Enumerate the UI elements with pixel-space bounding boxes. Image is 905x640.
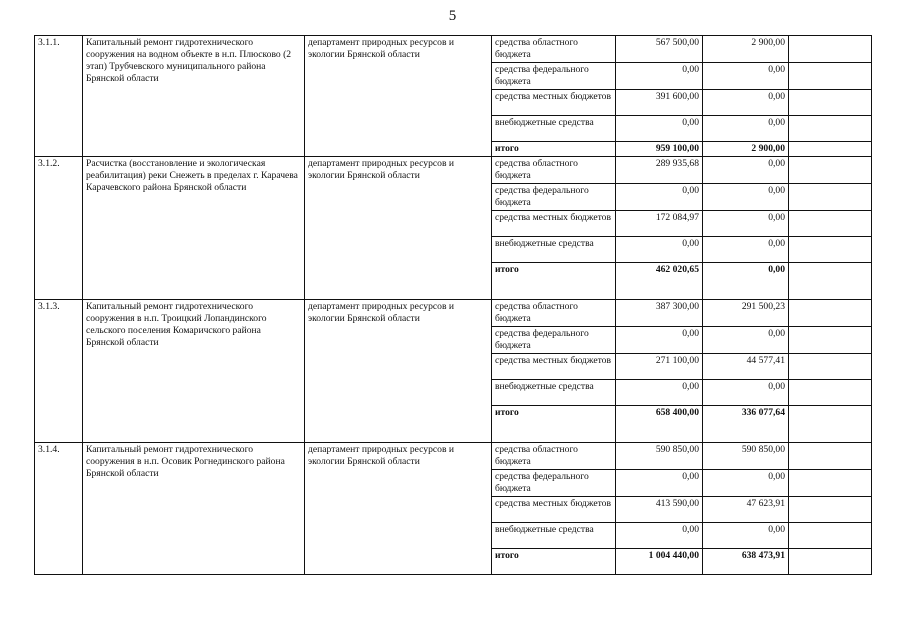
funding-source-label: средства федерального бюджета [492, 63, 616, 90]
funding-source-label: внебюджетные средства [492, 237, 616, 263]
item-name: Капитальный ремонт гидротехнического сооружения на водном объекте в н.п. Плюсково (2 этап) Трубчевского муниципального района Брянской области [83, 36, 305, 157]
amount-cell: 567 500,00 [616, 36, 703, 63]
amount-cell: 2 900,00 [703, 142, 789, 157]
amount-cell: 387 300,00 [616, 300, 703, 327]
amount-cell: 291 500,23 [703, 300, 789, 327]
item-name: Расчистка (восстановление и экологическая реабилитация) реки Снежеть в пределах г. Карачева Карачевского района Брянской области [83, 157, 305, 300]
funding-source-label: средства местных бюджетов [492, 90, 616, 116]
total-label: итого [492, 549, 616, 575]
item-executor: департамент природных ресурсов и экологии Брянской области [305, 36, 492, 157]
amount-cell: 0,00 [616, 116, 703, 142]
amount-cell: 590 850,00 [616, 443, 703, 470]
table-row [35, 300, 872, 327]
empty-cell [789, 237, 872, 263]
item-executor: департамент природных ресурсов и экологии Брянской области [305, 443, 492, 575]
item-code: 3.1.1. [35, 36, 83, 157]
amount-cell: 336 077,64 [703, 406, 789, 443]
empty-cell [789, 211, 872, 237]
amount-cell: 0,00 [703, 211, 789, 237]
amount-cell: 0,00 [703, 116, 789, 142]
funding-source-label: средства федерального бюджета [492, 327, 616, 354]
funding-source-label: средства областного бюджета [492, 36, 616, 63]
item-executor: департамент природных ресурсов и экологии Брянской области [305, 300, 492, 443]
empty-cell [789, 36, 872, 63]
funding-source-label: средства федерального бюджета [492, 470, 616, 497]
amount-cell: 0,00 [703, 157, 789, 184]
item-name: Капитальный ремонт гидротехнического сооружения в н.п. Осовик Рогнединского района Брянской области [83, 443, 305, 575]
amount-cell: 0,00 [616, 470, 703, 497]
empty-cell [789, 142, 872, 157]
amount-cell: 0,00 [703, 470, 789, 497]
amount-cell: 2 900,00 [703, 36, 789, 63]
page-number: 5 [448, 8, 457, 24]
amount-cell: 47 623,91 [703, 497, 789, 523]
funding-source-label: средства федерального бюджета [492, 184, 616, 211]
empty-cell [789, 470, 872, 497]
amount-cell: 0,00 [703, 523, 789, 549]
empty-cell [789, 300, 872, 327]
table-row [35, 157, 872, 184]
empty-cell [789, 263, 872, 300]
amount-cell: 0,00 [616, 63, 703, 90]
amount-cell: 0,00 [616, 184, 703, 211]
amount-cell: 590 850,00 [703, 443, 789, 470]
amount-cell: 959 100,00 [616, 142, 703, 157]
table-row [35, 36, 872, 63]
empty-cell [789, 116, 872, 142]
amount-cell: 0,00 [616, 380, 703, 406]
amount-cell: 0,00 [703, 184, 789, 211]
amount-cell: 0,00 [703, 63, 789, 90]
total-label: итого [492, 142, 616, 157]
amount-cell: 289 935,68 [616, 157, 703, 184]
table-row [35, 443, 872, 470]
funding-source-label: средства местных бюджетов [492, 211, 616, 237]
empty-cell [789, 157, 872, 184]
amount-cell: 271 100,00 [616, 354, 703, 380]
funding-source-label: средства областного бюджета [492, 443, 616, 470]
amount-cell: 0,00 [703, 90, 789, 116]
amount-cell: 462 020,65 [616, 263, 703, 300]
total-label: итого [492, 406, 616, 443]
empty-cell [789, 327, 872, 354]
empty-cell [789, 523, 872, 549]
empty-cell [789, 354, 872, 380]
amount-cell: 0,00 [703, 237, 789, 263]
item-name: Капитальный ремонт гидротехнического сооружения в н.п. Троицкий Лопандинского сельского поселения Комаричского района Брянской области [83, 300, 305, 443]
amount-cell: 0,00 [616, 237, 703, 263]
funding-source-label: средства местных бюджетов [492, 497, 616, 523]
funding-source-label: внебюджетные средства [492, 116, 616, 142]
empty-cell [789, 549, 872, 575]
funding-table [34, 35, 872, 575]
amount-cell: 391 600,00 [616, 90, 703, 116]
empty-cell [789, 90, 872, 116]
funding-source-label: средства областного бюджета [492, 157, 616, 184]
item-executor: департамент природных ресурсов и экологии Брянской области [305, 157, 492, 300]
amount-cell: 1 004 440,00 [616, 549, 703, 575]
funding-source-label: средства областного бюджета [492, 300, 616, 327]
empty-cell [789, 443, 872, 470]
empty-cell [789, 380, 872, 406]
amount-cell: 172 084,97 [616, 211, 703, 237]
empty-cell [789, 406, 872, 443]
item-code: 3.1.3. [35, 300, 83, 443]
empty-cell [789, 63, 872, 90]
amount-cell: 44 577,41 [703, 354, 789, 380]
item-code: 3.1.2. [35, 157, 83, 300]
amount-cell: 0,00 [703, 380, 789, 406]
funding-source-label: внебюджетные средства [492, 523, 616, 549]
amount-cell: 413 590,00 [616, 497, 703, 523]
total-label: итого [492, 263, 616, 300]
item-code: 3.1.4. [35, 443, 83, 575]
empty-cell [789, 497, 872, 523]
amount-cell: 0,00 [703, 327, 789, 354]
funding-source-label: средства местных бюджетов [492, 354, 616, 380]
amount-cell: 0,00 [703, 263, 789, 300]
amount-cell: 0,00 [616, 523, 703, 549]
empty-cell [789, 184, 872, 211]
amount-cell: 658 400,00 [616, 406, 703, 443]
amount-cell: 0,00 [616, 327, 703, 354]
funding-source-label: внебюджетные средства [492, 380, 616, 406]
amount-cell: 638 473,91 [703, 549, 789, 575]
